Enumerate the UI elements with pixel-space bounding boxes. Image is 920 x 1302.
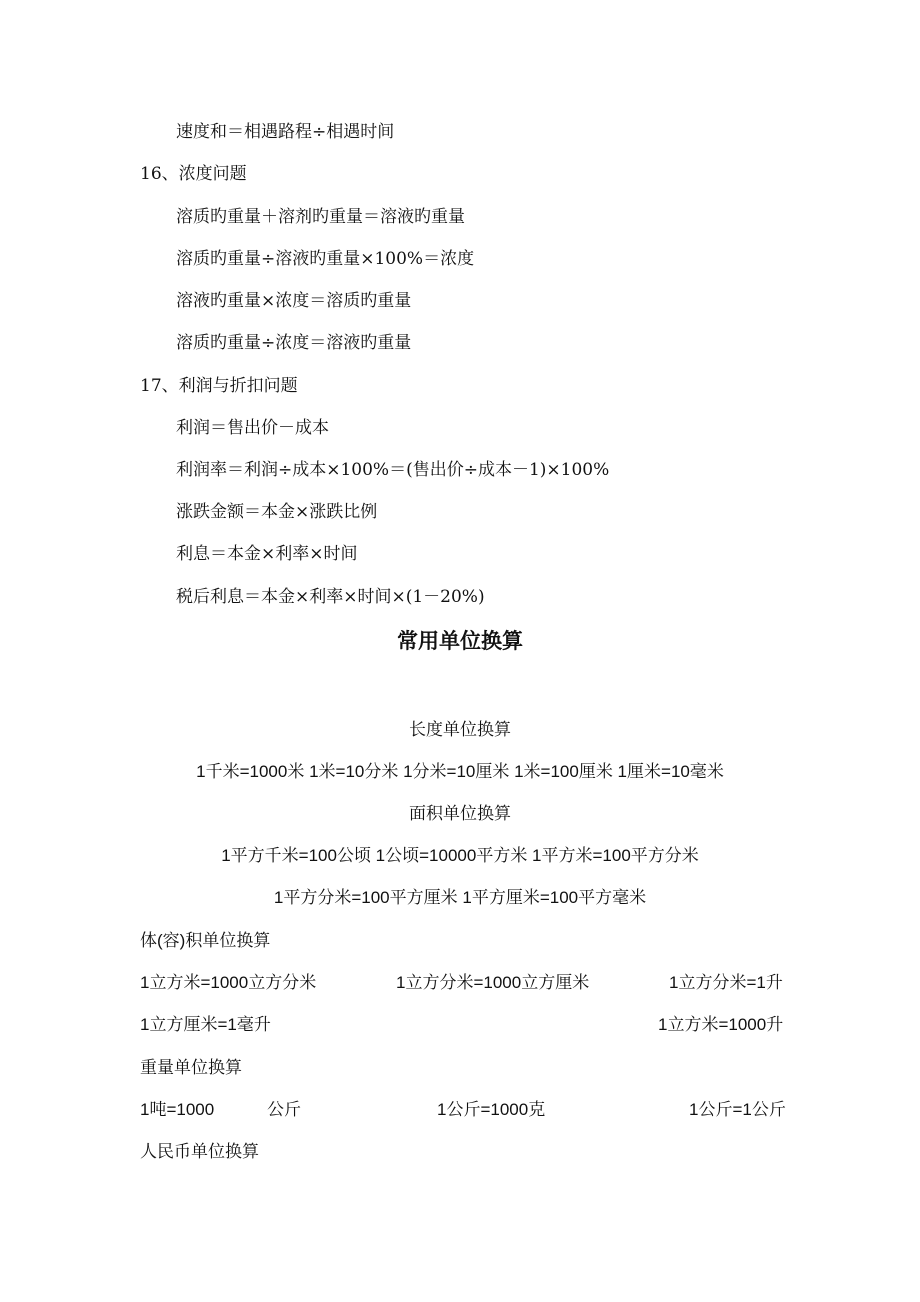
area-conversions: 1平方千米=100公顷 1公顷=10000平方米 1平方米=100平方分米 [221, 846, 699, 865]
weight-conversion: 1吨=1000 [140, 1100, 215, 1119]
concentration-formula: 溶质旳重量÷溶液旳重量×100%＝浓度 [176, 249, 475, 269]
weight-conversion: 1公斤=1000克 [437, 1100, 546, 1119]
section-17-heading: 17、利润与折扣问题 [140, 376, 298, 396]
weight-heading: 重量单位换算 [140, 1058, 242, 1077]
volume-conversion: 1立方分米=1升 [669, 973, 783, 992]
speed-sum-formula: 速度和＝相遇路程÷相遇时间 [176, 122, 395, 142]
volume-conversion: 1立方米=1000升 [658, 1015, 784, 1034]
section-16-heading: 16、浓度问题 [140, 164, 247, 184]
weight-conversion: 公斤 [267, 1100, 301, 1119]
unit-conversion-title: 常用单位换算 [397, 630, 523, 653]
length-heading: 长度单位换算 [409, 720, 511, 739]
volume-heading: 体(容)积单位换算 [140, 931, 271, 950]
profit-formula: 利息＝本金×利率×时间 [176, 544, 358, 564]
area-heading: 面积单位换算 [409, 804, 511, 823]
profit-formula: 利润＝售出价－成本 [176, 418, 329, 438]
volume-conversion: 1立方厘米=1毫升 [140, 1015, 271, 1034]
profit-formula: 利润率＝利润÷成本×100%＝(售出价÷成本－1)×100% [176, 460, 610, 480]
profit-formula: 税后利息＝本金×利率×时间×(1－20%) [176, 587, 485, 607]
length-conversions: 1千米=1000米 1米=10分米 1分米=10厘米 1米=100厘米 1厘米=10毫米 [196, 762, 724, 781]
concentration-formula: 溶液旳重量×浓度＝溶质旳重量 [176, 291, 412, 311]
weight-conversion: 1公斤=1公斤 [689, 1100, 786, 1119]
concentration-formula: 溶质旳重量÷浓度＝溶液旳重量 [176, 333, 412, 353]
profit-formula: 涨跌金额＝本金×涨跌比例 [176, 502, 378, 522]
concentration-formula: 溶质旳重量＋溶剂旳重量＝溶液旳重量 [176, 207, 465, 227]
volume-conversion: 1立方分米=1000立方厘米 [396, 973, 590, 992]
volume-conversion: 1立方米=1000立方分米 [140, 973, 317, 992]
rmb-heading: 人民币单位换算 [140, 1142, 259, 1161]
area-conversions: 1平方分米=100平方厘米 1平方厘米=100平方毫米 [273, 888, 647, 907]
